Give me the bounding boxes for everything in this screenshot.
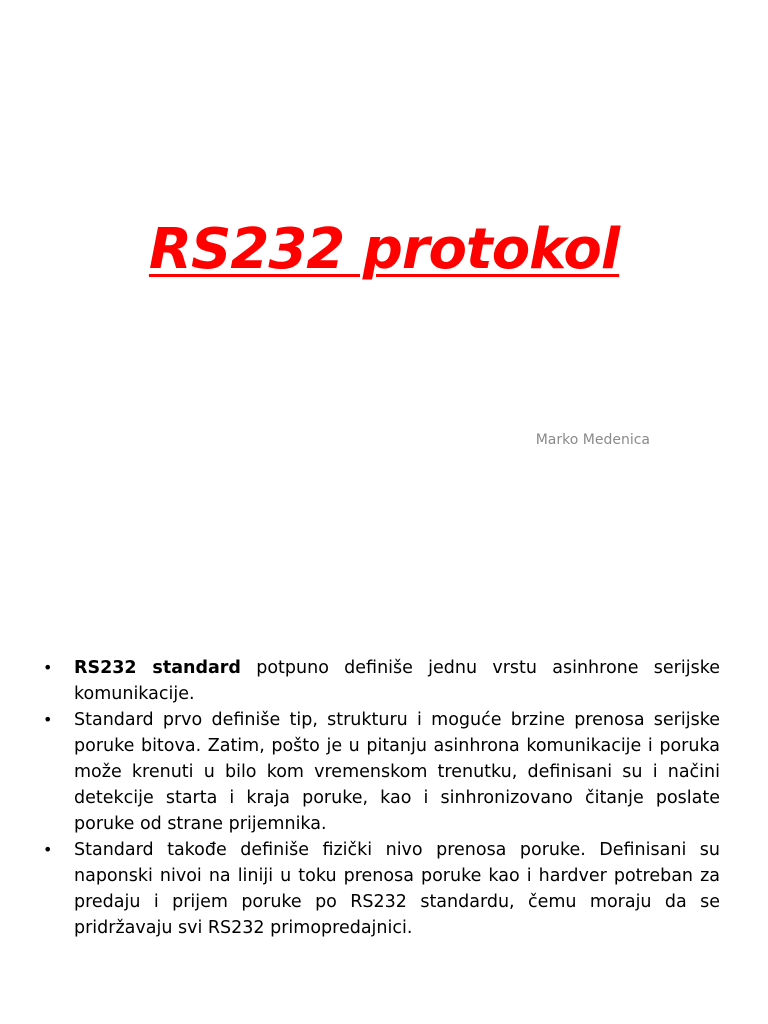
bold-lead: RS232 standard [74,658,241,678]
list-item-text: Standard prvo definiše tip, strukturu i moguće brzine prenosa serijske poruke bitova. Zatim, pošto je u pitanju asinhrona komunikacije i poruka može krenuti u bilo kom vremenskom trenutku, definisani su i načini detekcije starta i kraja poruke, kao i sinhronizovano čitanje poslate poruke od strane prijemnika. [74,710,720,834]
list-item [40,837,720,941]
bullet-icon: • [43,710,53,729]
bullet-icon: • [43,658,53,677]
bullet-list [40,655,720,941]
list-item [40,655,720,707]
list-item [40,707,720,837]
bullet-icon: • [43,840,53,859]
list-item-text: potpuno definiše jednu vrstu asinhrone serijske komunikacije. [74,658,720,704]
page-title: RS232 protokol [148,217,620,282]
author-name: Marko Medenica [535,432,650,448]
list-item-text: Standard takođe definiše fizički nivo prenosa poruke. Definisani su naponski nivoi na liniji u toku prenosa poruke kao i hardver potreban za predaju i prijem poruke po RS232 standardu, čemu moraju da se pridržavaju svi RS232 primopredajnici. [74,840,720,938]
